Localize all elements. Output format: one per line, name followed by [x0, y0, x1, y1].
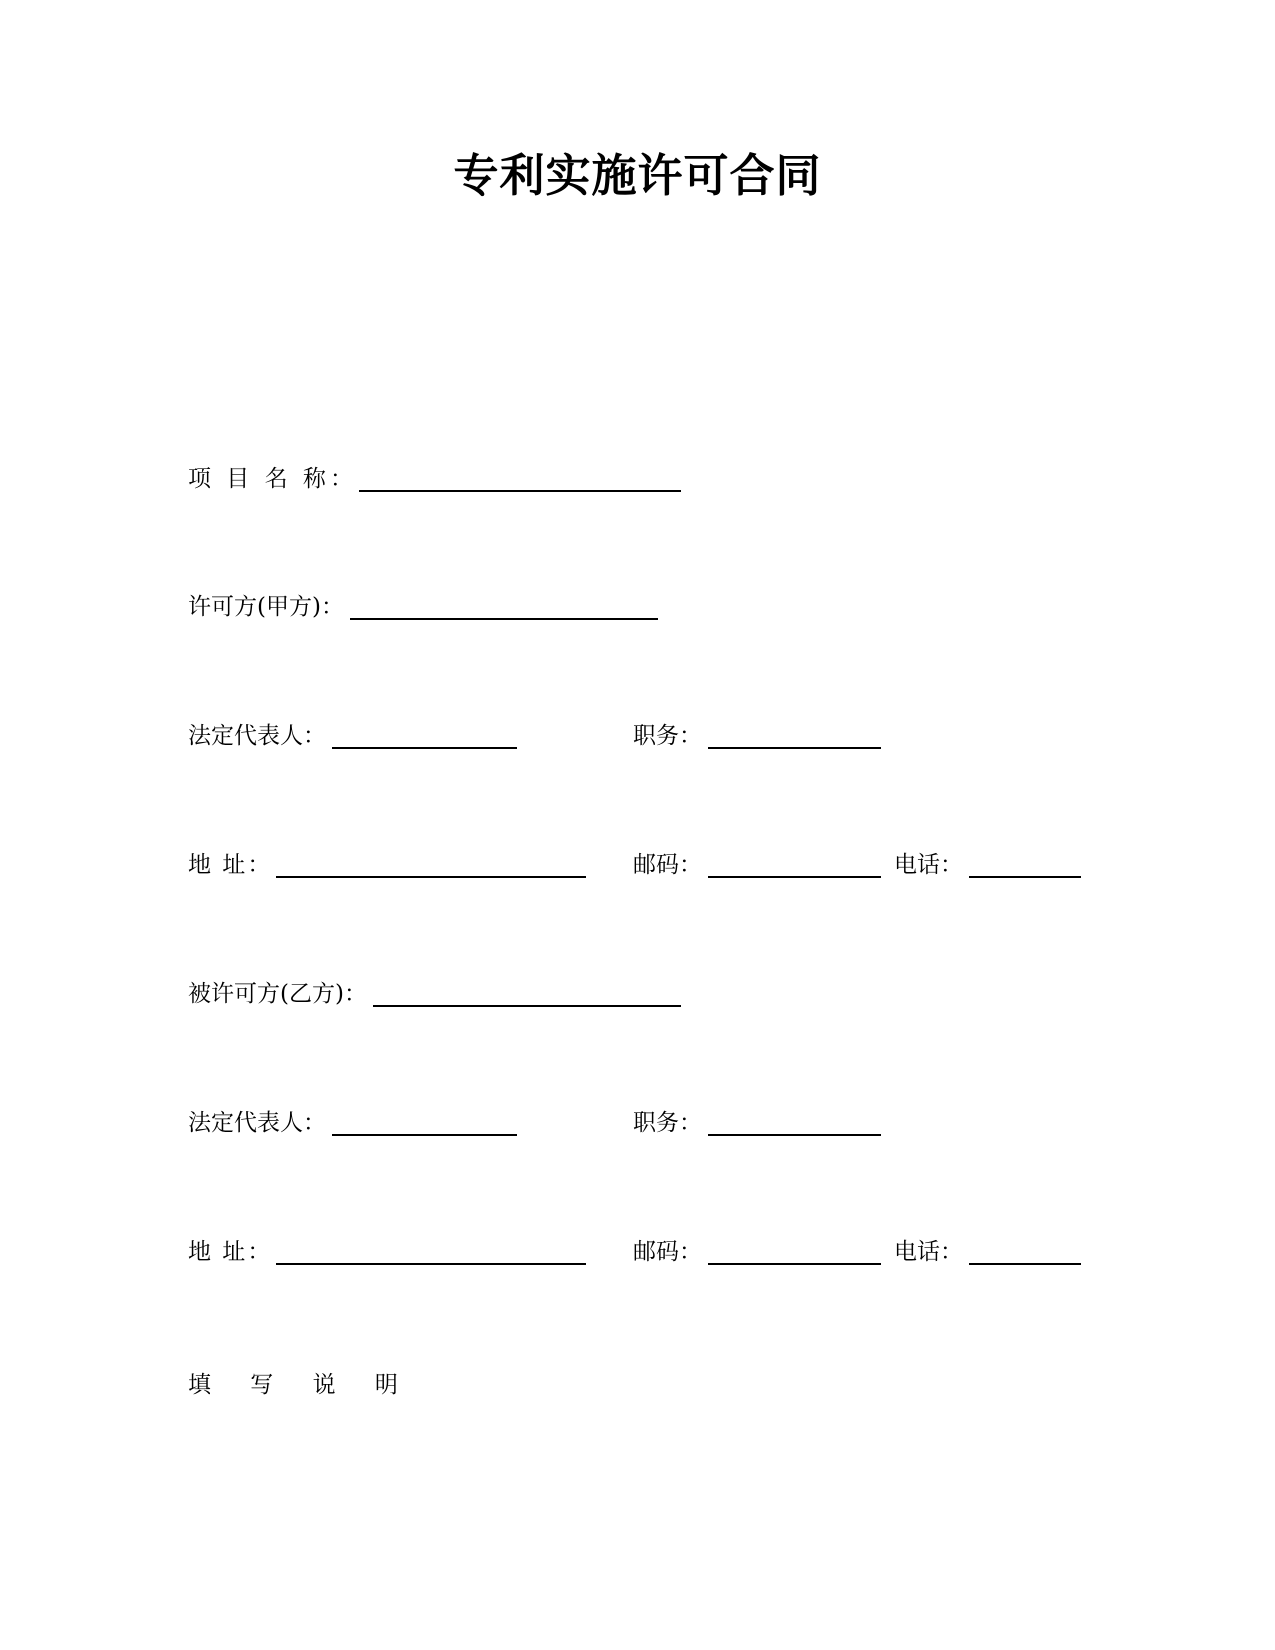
project-name-field	[188, 460, 681, 494]
licensee-rep-label: 法定代表人	[188, 1110, 303, 1136]
licensor-rep-field	[188, 717, 517, 751]
licensee-title-field	[633, 1104, 881, 1138]
licensor-rep-colon: ：	[303, 723, 326, 749]
licensee-title-colon: ：	[679, 1110, 702, 1136]
licensor-title-colon: ：	[679, 723, 702, 749]
licensee-rep-input[interactable]	[332, 1106, 517, 1136]
document-title: 专利实施许可合同	[453, 149, 822, 202]
licensee-field	[188, 975, 681, 1009]
licensor-label: 许可方(甲方)	[188, 594, 321, 620]
licensor-zip-field	[633, 846, 881, 880]
licensee-phone-label: 电话	[894, 1239, 940, 1265]
licensee-zip-colon: ：	[679, 1239, 702, 1265]
licensee-address-input[interactable]	[276, 1235, 586, 1265]
licensee-address-label: 地 址	[188, 1239, 248, 1265]
project-name-colon: ：	[329, 466, 353, 492]
licensor-zip-input[interactable]	[708, 848, 881, 878]
licensee-title-input[interactable]	[708, 1106, 881, 1136]
licensor-address-colon: ：	[247, 852, 271, 878]
licensor-input[interactable]	[350, 590, 658, 620]
licensee-zip-input[interactable]	[708, 1235, 881, 1265]
licensor-field	[188, 588, 658, 622]
licensee-phone-field	[894, 1233, 1081, 1267]
licensee-phone-input[interactable]	[969, 1235, 1081, 1265]
licensor-address-label: 地 址	[188, 852, 248, 878]
licensor-rep-label: 法定代表人	[188, 723, 303, 749]
licensor-address-field	[188, 846, 586, 880]
licensor-title-label: 职务	[633, 723, 679, 749]
licensee-colon: ：	[343, 981, 367, 1007]
licensee-rep-field	[188, 1104, 517, 1138]
licensee-phone-colon: ：	[940, 1239, 963, 1265]
licensor-phone-field	[894, 846, 1081, 880]
licensee-address-colon: ：	[247, 1239, 271, 1265]
licensor-phone-input[interactable]	[969, 848, 1081, 878]
licensor-zip-label: 邮码	[633, 852, 679, 878]
licensee-zip-label: 邮码	[633, 1239, 679, 1265]
licensee-rep-colon: ：	[303, 1110, 326, 1136]
licensee-zip-field	[633, 1233, 881, 1267]
licensor-phone-label: 电话	[894, 852, 940, 878]
licensor-zip-colon: ：	[679, 852, 702, 878]
licensee-address-field	[188, 1233, 586, 1267]
project-name-input[interactable]	[359, 462, 681, 492]
licensor-title-input[interactable]	[708, 719, 881, 749]
instructions-heading: 填 写 说 明	[188, 1372, 414, 1398]
licensee-label: 被许可方(乙方)	[188, 981, 344, 1007]
licensor-phone-colon: ：	[940, 852, 963, 878]
project-name-label: 项 目 名 称	[188, 466, 330, 492]
licensor-title-field	[633, 717, 881, 751]
licensee-title-label: 职务	[633, 1110, 679, 1136]
licensee-input[interactable]	[373, 977, 681, 1007]
licensor-rep-input[interactable]	[332, 719, 517, 749]
licensor-colon: ：	[320, 594, 344, 620]
licensor-address-input[interactable]	[276, 848, 586, 878]
